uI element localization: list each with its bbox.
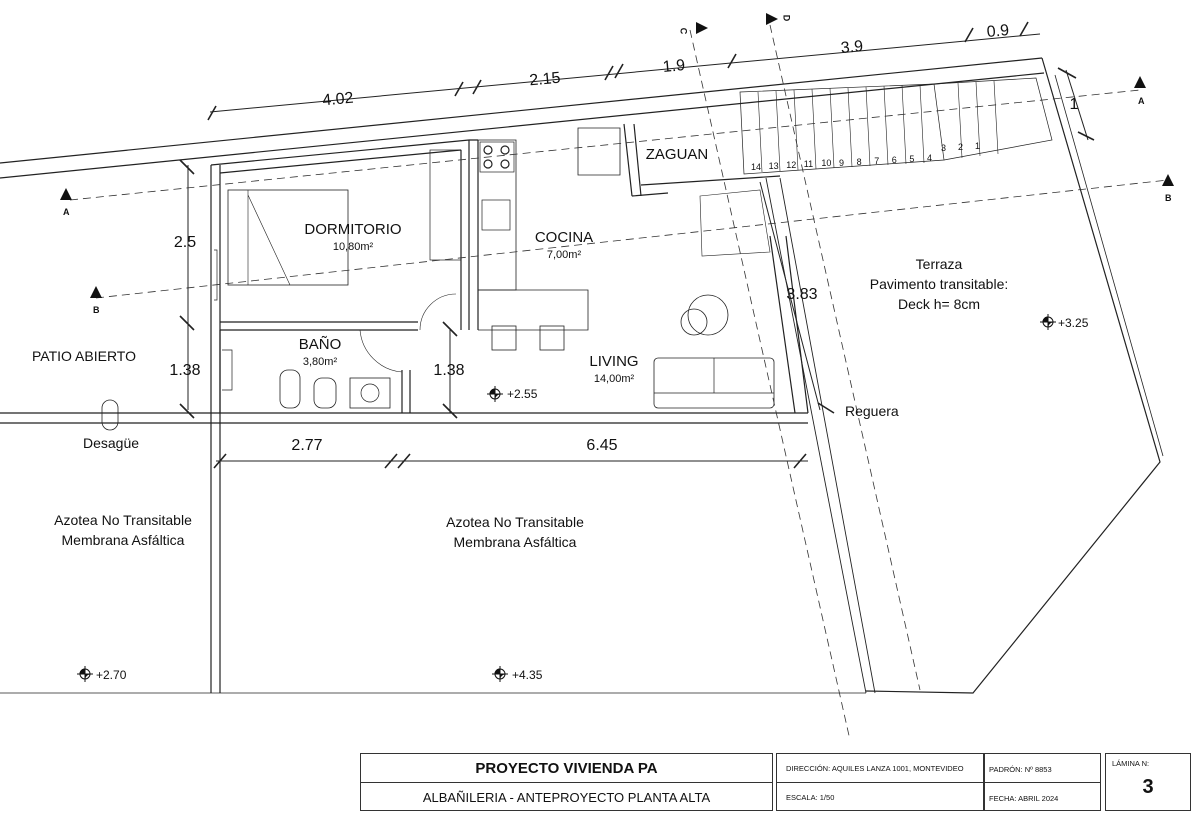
bano-window	[222, 350, 232, 390]
section-mark-d: D	[781, 14, 792, 22]
stair-step-number: 2	[958, 142, 964, 152]
stair-step-number: 13	[768, 161, 779, 172]
section-mark-b-right: B	[1165, 193, 1172, 203]
scale-text: ESCALA: 1/50	[786, 793, 835, 802]
dim-ticks-383	[818, 403, 834, 413]
terraza-deck: Deck h= 8cm	[897, 296, 981, 312]
parapet-line	[0, 413, 808, 423]
dimension-138-center: 1.38	[433, 362, 465, 379]
west-divider-wall	[211, 165, 220, 693]
section-arrow-a-right	[1134, 76, 1146, 88]
dimension-39: 3.9	[840, 38, 864, 57]
dimension-1: 1	[1069, 96, 1079, 113]
kitchen-sink	[482, 200, 510, 230]
section-arrow-a-left	[60, 188, 72, 200]
padron-text: PADRÓN: Nº 8853	[989, 765, 1052, 774]
level-270: +2.70	[96, 668, 127, 682]
room-area-dormitorio: 10,80m²	[332, 241, 374, 253]
dimension-09: 0.9	[986, 22, 1010, 41]
kitchen-table	[578, 128, 620, 175]
room-label-dormitorio: DORMITORIO	[304, 221, 402, 238]
level-markers	[77, 314, 1056, 682]
drain	[102, 400, 118, 430]
azotea-center-label: Azotea No Transitable	[446, 514, 584, 530]
dimension-277: 2.77	[291, 437, 323, 454]
level-255: +2.55	[507, 387, 538, 401]
stair-step-number: 5	[909, 153, 915, 164]
north-boundary-wall	[0, 58, 1044, 178]
sheet-number: 3	[1142, 776, 1154, 798]
living-chair	[681, 309, 707, 335]
stair-outline-2	[934, 78, 1052, 160]
section-mark-a-left: A	[63, 207, 70, 217]
level-435: +4.35	[512, 668, 543, 682]
stair-step-number: 7	[874, 155, 880, 166]
room-label-bano: BAÑO	[298, 336, 342, 353]
toilet	[280, 370, 300, 408]
dimension-19: 1.9	[662, 57, 686, 76]
level-325: +3.25	[1058, 316, 1089, 330]
section-arrow-b-right	[1162, 174, 1174, 186]
kitchen-island	[478, 290, 588, 330]
dimension-645: 6.45	[586, 437, 618, 454]
section-mark-a-right: A	[1138, 96, 1145, 106]
terraza-label: Terraza	[915, 256, 963, 272]
cocina-west-wall	[469, 140, 478, 330]
room-label-zaguan: ZAGUAN	[645, 146, 709, 163]
azotea-left-membrana: Membrana Asfáltica	[61, 532, 185, 548]
azotea-center-membrana: Membrana Asfáltica	[453, 534, 577, 550]
title-block-padron	[984, 753, 1101, 811]
room-area-cocina: 7,00m²	[546, 249, 582, 261]
section-line-d	[770, 25, 920, 690]
room-label-cocina: COCINA	[534, 229, 594, 246]
west-window	[214, 250, 217, 300]
section-arrow-b-left	[90, 286, 102, 298]
stair-step-number: 6	[891, 154, 897, 165]
address-text: DIRECCIÓN: AQUILES LANZA 1001, MONTEVIDEO	[786, 764, 964, 773]
dimension-138-left: 1.38	[169, 362, 201, 379]
bidet	[314, 378, 336, 408]
stair-step-number: 12	[786, 160, 797, 171]
section-mark-c: C	[678, 27, 689, 35]
reguera-label: Reguera	[845, 403, 899, 419]
living-east-wall	[770, 236, 808, 413]
room-label-patio: PATIO ABIERTO	[32, 348, 136, 364]
room-label-living: LIVING	[589, 353, 639, 370]
stair-landing	[700, 190, 770, 256]
title-block-sheet	[1105, 753, 1191, 811]
living-table	[688, 295, 728, 335]
sheet-label: LÁMINA N:	[1112, 759, 1150, 768]
room-area-bano: 3,80m²	[302, 356, 338, 368]
section-mark-b-left: B	[93, 305, 100, 315]
title-block-main	[360, 753, 773, 811]
stair-step-number: 14	[751, 162, 762, 172]
sink	[350, 378, 390, 408]
room-area-living: 14,00m²	[593, 373, 635, 385]
terraza-pavimento: Pavimento transitable:	[869, 276, 1009, 292]
section-arrow-d	[766, 13, 778, 25]
dimension-383: 3.83	[786, 286, 818, 303]
east-inner-edge	[1055, 75, 1163, 456]
stair-step-number: 1	[975, 141, 981, 151]
project-subtitle: ALBAÑILERIA - ANTEPROYECTO PLANTA ALTA	[422, 790, 711, 805]
dimension-402: 4.02	[321, 89, 355, 110]
dimension-215: 2.15	[528, 69, 562, 90]
project-title: PROYECTO VIVIENDA PA	[475, 760, 658, 777]
east-diagonal-wall	[766, 178, 875, 693]
stair-step-number: 10	[821, 158, 832, 169]
section-arrow-c	[696, 22, 708, 34]
bano-door	[360, 330, 402, 372]
desague-label: Desagüe	[82, 435, 140, 451]
stair-step-number: 9	[839, 157, 845, 168]
title-block-address	[776, 753, 984, 811]
stair-step-number: 11	[803, 159, 814, 170]
stair-step-number: 3	[941, 143, 947, 153]
date-text: FECHA: ABRIL 2024	[989, 794, 1059, 803]
dimension-25: 2.5	[173, 234, 197, 251]
stair-step-number: 4	[927, 153, 933, 163]
wardrobe	[430, 150, 461, 260]
dormitorio-door	[420, 294, 456, 330]
stair-step-number: 8	[856, 156, 862, 167]
azotea-left-label: Azotea No Transitable	[54, 512, 192, 528]
